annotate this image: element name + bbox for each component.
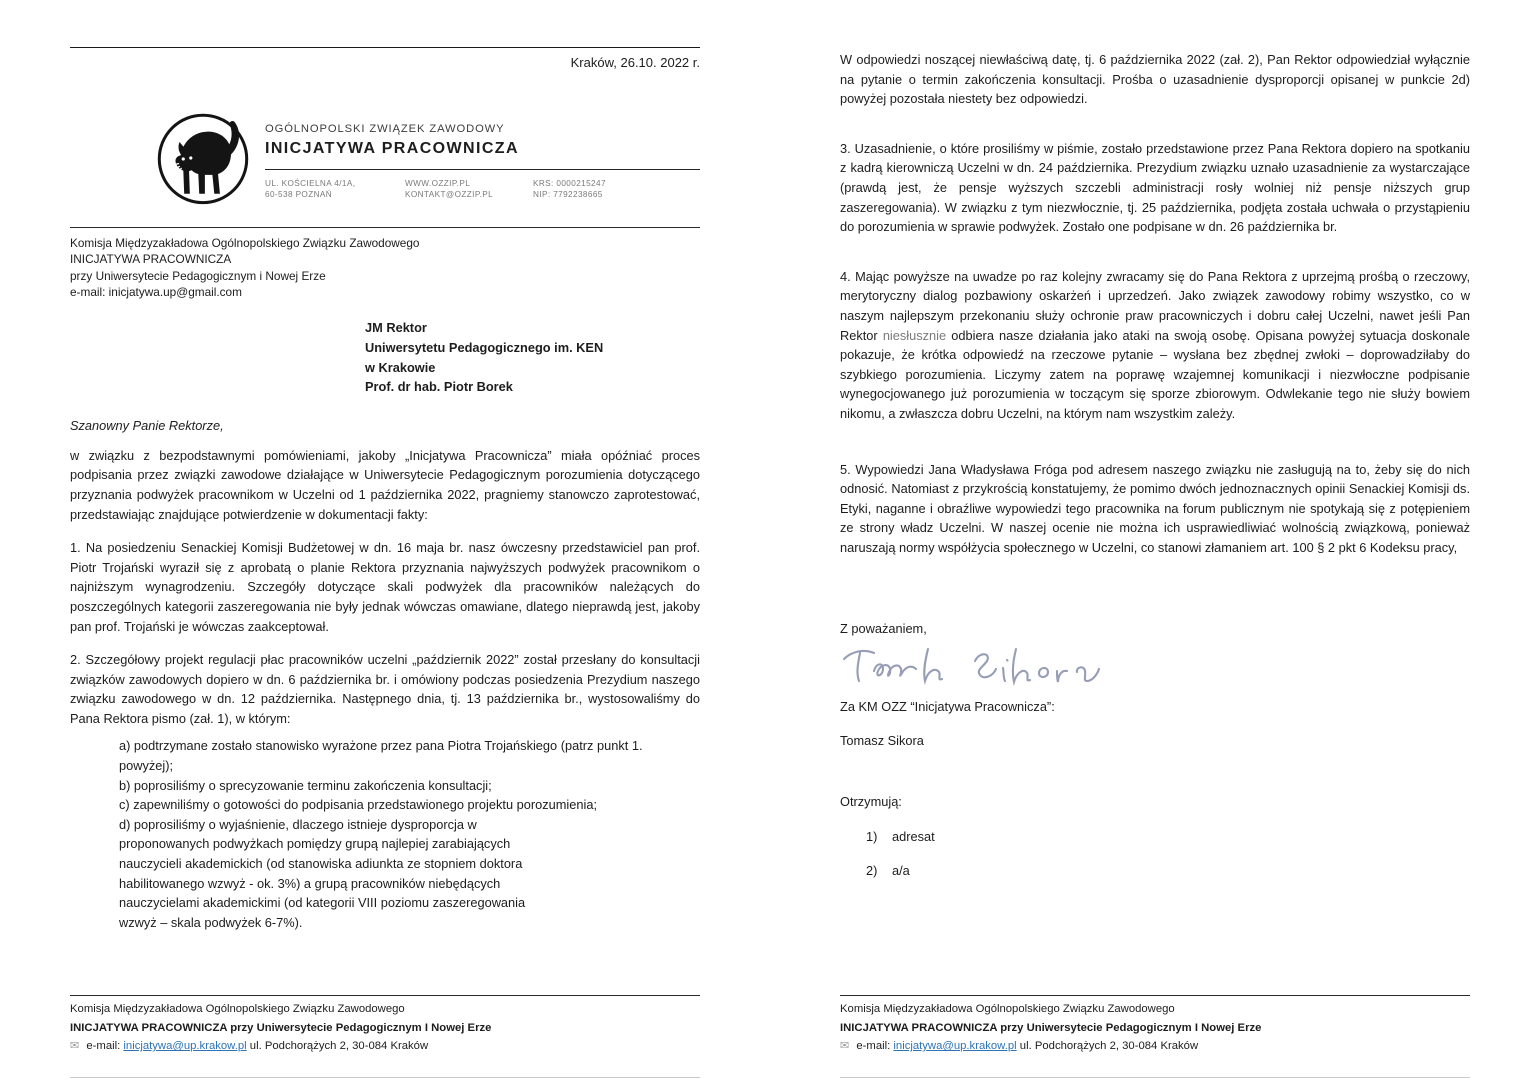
point4-text-before: 4. Mając powyższe na uwadze po raz kolejny zwracamy się do Pana Rektora z uprzejmą prośbą o rzeczowy, merytoryczny dialog pozbawiony oskarżeń i uprzedzeń. Jako związek zawodowy robimy wszystko, co w naszym najlepszym przekonaniu służy ochronie praw pracowniczych i dobru całej Uczelni, nawet jeśli Pan Rektor [840,268,1470,343]
sender-block [70,235,700,301]
recipients-item-2 [840,861,1470,881]
paragraph-point-2: 2. Szczegółowy projekt regulacji płac pracowników uczelni „październik 2022” został przesłany do konsultacji związków zawodowych dopiero w dn. 6 października br. i omówiony podczas posiedzenia Prezydium naszego związku zawodowego w dn. 12 października. Następnego dnia, tj. 13 października br., wystosowaliśmy do Pana Rektora pismo (zał. 1), w którym: [70,652,700,726]
letterhead-text [265,109,700,207]
org-name-line1: OGÓLNOPOLSKI ZWIĄZEK ZAWODOWY [265,122,505,135]
recipients-item-text: adresat [892,828,935,844]
letter-date: Kraków, 26.10. 2022 r. [570,55,700,70]
footer-contact-line [70,1037,700,1056]
letterhead-city: 60-538 POZNAŃ [265,190,333,200]
recipients-label: Otrzymują: [840,794,902,810]
letterhead-divider [265,169,700,170]
footer-org-line: Komisja Międzyzakładowa Ogólnopolskiego Związku Zawodowego [70,1003,405,1015]
list-item-d: d) poprosiliśmy o wyjaśnienie, dlaczego istnieje dysproporcja w proponowanych podwyżkach pomiędzy grupą najlepiej zarabiających nauczycieli akademickich (od stanowiska adiunkta ze stopniem doktora habilitowanego wzwyż - ok. 3%) a grupą pracowników niebędących nauczycielami akademickimi (od kategorii VIII poziomu zaszeregowania wzwyż – skala podwyżek 6-7%). [119,816,526,930]
salutation: Szanowny Panie Rektorze, [70,418,224,434]
paragraph-response: W odpowiedzi noszącej niewłaściwą datę, tj. 6 października 2022 (zał. 2), Pan Rektor odpowiedział wyłącznie na pytanie o termin zakończenia konsultacji. Prośba o uzasadnienie dysproporcji opisanej w punkcie 2d) powyżej pozostała niestety bez odpowiedzi. [840,52,1470,107]
page-bottom-edge [840,1077,1470,1078]
letterhead-street: UL. KOŚCIELNA 4/1A, [265,178,356,188]
recipients-item-text: a/a [892,863,910,879]
footer-union-line: INICJATYWA PRACOWNICZA przy Uniwersytecie Pedagogicznym I Nowej Erze [70,1021,492,1034]
recipients-item-1 [840,827,1470,847]
list-item-c: c) zapewniliśmy o gotowości do podpisania przedstawionego projektu porozumienia; [119,797,598,813]
footer-union-line: INICJATYWA PRACOWNICZA przy Uniwersytecie Pedagogicznym I Nowej Erze [840,1021,1262,1034]
recipients-item-number: 2) [866,863,878,879]
closing-phrase: Z poważaniem, [840,621,927,637]
footer-divider [840,995,1470,996]
letterhead-website: WWW.OZZIP.PL [405,178,471,188]
signer-name: Tomasz Sikora [840,732,924,748]
signature-handwriting [840,641,1150,693]
black-cat-logo [156,109,250,207]
footer-email-label: e-mail: [86,1040,121,1053]
demands-list [70,736,700,932]
page-footer [70,995,700,1056]
paragraph-point-1: 1. Na posiedzeniu Senackiej Komisji Budżetowej w dn. 16 maja br. nasz ówczesny przedstawiciel pan prof. Piotr Trojański wyraził się z aprobatą o planie Rektora przyznania najwyższych podwyżek pracownikom o najniższym wynagrodzeniu. Szczegóły dotyczące skali podwyżek dla pracowników należących do poszczególnych kategorii zaszeregowania nie były jednak wówczas omawiane, dlatego nieprawdą jest, jakoby pan prof. Trojański je wówczas zaakceptował. [70,540,700,634]
document-page-2 [840,0,1470,1086]
footer-email-link[interactable]: inicjatywa@up.krakow.pl [893,1040,1017,1053]
recipient-line: JM Rektor [365,319,427,335]
letterhead-bottom-divider [70,227,700,228]
sender-line: Komisja Międzyzakładowa Ogólnopolskiego Związku Zawodowego [70,235,420,250]
page-bottom-edge [70,1077,700,1078]
sender-line: INICJATYWA PRACOWNICZA [70,252,232,267]
list-item-a: a) podtrzymane zostało stanowisko wyrażone przez pana Piotra Trojańskiego (patrz punkt 1. powyżej); [119,738,643,774]
recipient-block [365,318,700,397]
document-page-1 [70,0,700,1086]
footer-divider [70,995,700,996]
letterhead-registry [533,178,700,201]
envelope-icon: ✉ [70,1039,80,1053]
envelope-icon: ✉ [840,1039,850,1053]
footer-address: ul. Podchorążych 2, 30-084 Kraków [1019,1040,1199,1053]
letterhead-contact-email: KONTAKT@OZZIP.PL [405,190,494,200]
recipient-line: Prof. dr hab. Piotr Borek [365,379,513,395]
recipients-item-number: 1) [866,828,878,844]
header-top-divider [70,47,700,48]
paragraph-point-4 [840,267,1470,424]
footer-address: ul. Podchorążych 2, 30-084 Kraków [249,1040,429,1053]
letterhead-contact-columns [265,178,700,201]
letterhead-address [265,178,405,201]
page-footer [840,995,1470,1056]
sender-line: przy Uniwersytecie Pedagogicznym i Nowej Erze [70,268,326,283]
footer-email-link[interactable]: inicjatywa@up.krakow.pl [123,1040,247,1053]
on-behalf-line: Za KM OZZ “Inicjatywa Pracownicza”: [840,699,1055,715]
letterhead-krs: KRS: 0000215247 [533,178,606,188]
letterhead-web [405,178,533,201]
union-letterhead [70,109,700,207]
paragraph-point-5: 5. Wypowiedzi Jana Władysława Fróga pod adresem naszego związku nie zasługują na to, żeby się do nich odnosić. Natomiast z przykrością konstatujemy, że pomimo dwóch jednoznacznych opinii Senackiej Komisji ds. Etyki, naganne i obraźliwe wypowiedzi tego pracownika na forum publicznym nie spotykają się z potępieniem ze strony władz Uczelni. W naszej ocenie nie można ich usprawiedliwiać wolnością związkową, ponieważ naruszają normy współżycia społecznego w Uczelni, co stanowi złamaniem art. 100 § 2 pkt 6 Kodeksu pracy, [840,461,1470,555]
footer-contact-line [840,1037,1470,1056]
point4-inserted-word: niesłusznie [882,327,947,343]
point4-text-after: odbiera nasze działania jako ataki na swoją osobę. Opisana powyżej sytuacja doskonale pokazuje, że krótka odpowiedź na rzeczowe pytanie – wysłana bez zbędnej zwłoki – doprowadziłaby do szybkiego porozumienia. Liczymy zatem na poprawę wzajemnej komunikacji i niezwłoczne podpisanie wynegocjowanego już porozumienia w toczącym się sporze zbiorowym. Odwlekanie tego nie służy bowiem nikomu, a zwłaszcza dobru Uczelni, na którym nam wszystkim zależy. [840,327,1470,421]
recipient-line: Uniwersytetu Pedagogicznego im. KEN [365,339,604,355]
letterhead-nip: NIP: 7792238665 [533,190,603,200]
recipient-line: w Krakowie [365,359,436,375]
footer-email-label: e-mail: [856,1040,891,1053]
org-name-line2: INICJATYWA PRACOWNICZA [265,139,519,157]
sender-email: e-mail: inicjatywa.up@gmail.com [70,285,242,300]
list-item-b: b) poprosiliśmy o sprecyzowanie terminu zakończenia konsultacji; [119,777,492,793]
paragraph-point-3: 3. Uzasadnienie, o które prosiliśmy w piśmie, zostało przedstawione przez Pana Rektora dopiero na spotkaniu z kadrą kierowniczą Uczelni w dn. 24 października. Prezydium związku uznało uzasadnienie za wystarczające (prawdą jest, że pensje wyższych szczebli administracji rosły wolniej niż pensje niższych grup zaszeregowania). W związku z tym niezwłocznie, tj. 25 października, podjęta została uchwała o przystąpieniu do porozumienia w sprawie podwyżek. Zostało one podpisane w dn. 26 października br. [840,140,1470,235]
intro-paragraph: w związku z bezpodstawnymi pomówieniami, jakoby „Inicjatywa Pracownicza” miała opóźniać proces podpisania przez związki zawodowe działające w Uniwersytecie Pedagogicznym porozumienia dotyczącego przyznania podwyżek pracownikom w Uczelni od 1 października 2022, pragniemy stanowczo zaprotestować, przedstawiając znajdujące potwierdzenie w dokumentacji fakty: [70,447,700,522]
footer-org-line: Komisja Międzyzakładowa Ogólnopolskiego Związku Zawodowego [840,1003,1175,1015]
